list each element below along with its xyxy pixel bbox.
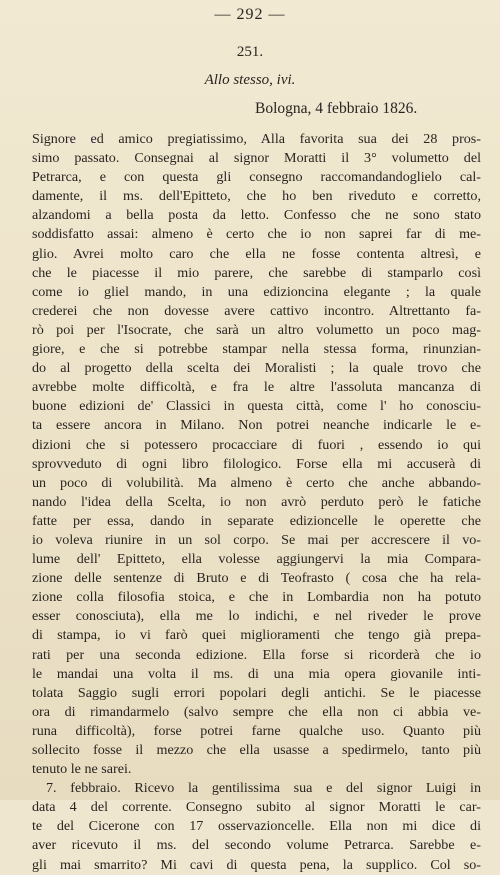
text-line: runa difficoltà), forse potrei farne qualche uso. Quanto più <box>32 722 481 739</box>
text-line: aver ricevuto il ms. del secondo volume Petrarca. Sarebbe e- <box>32 837 481 854</box>
text-line: le mandai una volta il ms. di una mia opera giovanile inti- <box>32 665 481 682</box>
text-line: Signore ed amico pregiatissimo, Alla favorita sua dei 28 pros- <box>32 131 481 147</box>
text-line: do al progetto della scelta dei Moralisti ; la quale trovo che <box>32 360 481 377</box>
text-line: gli mai smarrito? Mi cavi di questa pena, la supplico. Col so- <box>32 856 481 873</box>
text-line: Petrarca, e con questa gli consegno raccomandandoglielo cal- <box>32 169 481 186</box>
text-line: tolata Saggio sugli errori popolari degli antichi. Se le piacesse <box>32 684 481 701</box>
text-line: di stampa, io vi farò quei miglioramenti che tengo già prepa- <box>32 627 481 644</box>
text-line: tenuto le ne sarei. <box>32 761 132 778</box>
text-line: data 4 del corrente. Consegno subito al signor Moratti le car- <box>32 799 481 816</box>
text-line: avrebbe molte difficoltà, e fra le altre l'assoluta mancanza di <box>32 379 481 396</box>
text-line: che le piacesse il mio parere, che sarebbe di stamparlo così <box>32 264 481 281</box>
text-line: rati per una seconda edizione. Ella forse si ricorderà che io <box>32 646 481 663</box>
page-number: — 292 — <box>214 6 286 23</box>
text-line: crederei che non dovesse avere cattivo incontro. Altrettanto fa- <box>32 302 481 319</box>
text-line: un poco di volubilità. Ma almeno è certo che anche abbando- <box>32 474 481 491</box>
text-line: te del Cicerone con 17 osservazioncelle. Ella non mi dice di <box>32 818 481 835</box>
text-line: buone edizioni de' Classici in questa città, come l' ho conosciu- <box>32 398 481 415</box>
letter-body <box>32 130 481 875</box>
text-line: ta essere ancora in Milano. Non potrei neanche indicarle le e- <box>32 417 481 434</box>
text-line: rò poi per l'Isocrate, che sarà un altro volumetto un poco mag- <box>32 321 481 338</box>
letter-place-date: Bologna, 4 febbraio 1826. <box>255 100 418 117</box>
text-line: fatte per essa, dando in separate edizioncelle le operette che <box>32 512 481 529</box>
text-line: io voleva riunire in un sol corpo. Se mai per accrescere il vo- <box>32 531 481 548</box>
text-line: soddisfatto assai: almeno è certo che io non saprei far di me- <box>32 226 481 243</box>
text-line: come io gliel mando, in una edizioncina elegante ; la quale <box>32 283 481 300</box>
letter-number: 251. <box>236 44 264 60</box>
text-line: dizioni che si potessero procacciare di fuori , essendo io qui <box>32 436 481 453</box>
text-line: esser conosciuta), ella me lo indichi, e nel riveder le prove <box>32 608 481 625</box>
text-line: zione delle sentenze di Bruto e di Teofrasto ( cosa che ha rela- <box>32 570 481 587</box>
text-line: sollecito fosse il mezzo che ella usasse a spedirmelo, tanto più <box>32 742 481 758</box>
text-line: glio. Avrei molto caro che ella ne fosse contenta altresì, e <box>32 245 481 262</box>
text-line: 7. febbraio. Ricevo la gentilissima sua e del signor Luigi in <box>46 780 481 797</box>
letter-recipient: Allo stesso, ivi. <box>204 72 296 88</box>
text-line: damente, il ms. dell'Epitteto, che ho ben riveduto e corretto, <box>32 188 481 205</box>
text-line: nando l'idea della Scelta, io non avrò perduto però le fatiche <box>32 493 481 510</box>
text-line: sprovveduto di ogni libro filologico. Forse ella mi accuserà di <box>32 455 481 472</box>
text-line: giore, e che si potrebbe stampar nella stessa forma, rinunzian- <box>32 341 481 358</box>
text-line: alzandomi a bella posta da letto. Confesso che ne sono stato <box>32 207 481 224</box>
text-line: lume dell' Epitteto, ella volesse aggiungervi la mia Compara- <box>32 551 481 568</box>
text-line: ora di rimandarmelo (salvo sempre che ella non ci abbia ve- <box>32 703 481 720</box>
text-line: simo passato. Consegnai al signor Moratti il 3° volumetto del <box>32 150 481 167</box>
text-line: zione colla filosofia stoica, e che in Lombardia non ha potuto <box>32 589 481 606</box>
